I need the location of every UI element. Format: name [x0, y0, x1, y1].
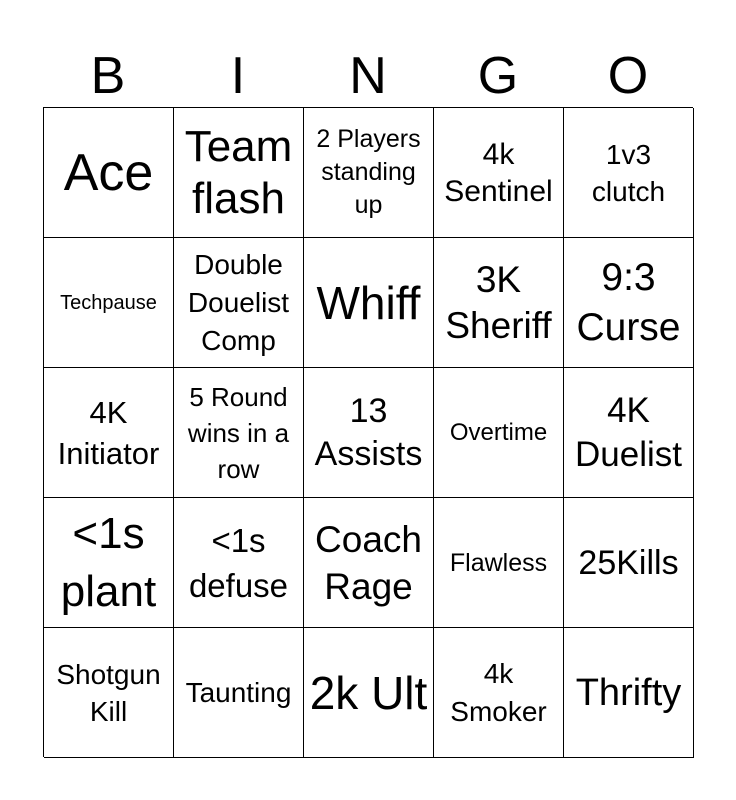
bingo-cell[interactable]	[304, 368, 434, 498]
cell-text: 1v3 clutch	[591, 138, 666, 207]
bingo-cell[interactable]	[304, 628, 434, 758]
cell-text: 5 Round wins in a row	[187, 381, 290, 484]
header-letter-o: O	[607, 47, 649, 105]
bingo-cell[interactable]	[564, 368, 694, 498]
cell-text: Overtime	[449, 418, 548, 446]
bingo-cell[interactable]	[174, 628, 304, 758]
header-letter-n: N	[349, 47, 387, 105]
bingo-cell[interactable]	[434, 628, 564, 758]
cell-text: Coach Rage	[315, 518, 422, 607]
cell-text: Double Douelist Comp	[187, 248, 290, 356]
bingo-cell[interactable]	[564, 238, 694, 368]
bingo-cell[interactable]	[564, 498, 694, 628]
bingo-cell[interactable]	[44, 498, 174, 628]
cell-text: Taunting	[185, 676, 292, 708]
bingo-cell[interactable]	[434, 368, 564, 498]
cell-text: Flawless	[449, 548, 548, 577]
cell-text: Whiff	[316, 276, 421, 329]
bingo-cell[interactable]	[304, 498, 434, 628]
cell-text: 3K Sheriff	[445, 258, 552, 346]
bingo-grid	[43, 107, 693, 757]
bingo-cell[interactable]	[174, 108, 304, 238]
bingo-cell[interactable]	[44, 368, 174, 498]
cell-text: 4K Duelist	[575, 390, 682, 474]
cell-text: 25Kills	[578, 543, 679, 582]
cell-text: 13 Assists	[314, 391, 423, 473]
bingo-cell[interactable]	[434, 498, 564, 628]
cell-text: 4k Sentinel	[444, 137, 553, 208]
header-letter-g: G	[477, 47, 519, 105]
bingo-cell[interactable]	[44, 238, 174, 368]
cell-text: Techpause	[60, 291, 157, 314]
bingo-cell[interactable]	[174, 498, 304, 628]
bingo-cell[interactable]	[44, 628, 174, 758]
bingo-cell[interactable]	[564, 628, 694, 758]
cell-text: 2 Players standing up	[316, 125, 421, 219]
cell-text: 4K Initiator	[57, 394, 160, 471]
bingo-cell[interactable]	[44, 108, 174, 238]
cell-text: Thrifty	[575, 671, 682, 714]
cell-text: Team flash	[184, 121, 293, 223]
cell-text: Shotgun Kill	[56, 658, 161, 727]
cell-text: 9:3 Curse	[576, 255, 681, 349]
bingo-cell[interactable]	[304, 238, 434, 368]
bingo-cell[interactable]	[564, 108, 694, 238]
header-letter-b: B	[90, 47, 126, 105]
bingo-cell[interactable]	[174, 238, 304, 368]
cell-text: <1s defuse	[188, 521, 289, 604]
bingo-cell[interactable]	[434, 238, 564, 368]
cell-text: Ace	[63, 143, 154, 202]
header-letter-i: I	[230, 47, 246, 105]
cell-text: <1s plant	[60, 508, 157, 616]
bingo-cell[interactable]	[434, 108, 564, 238]
bingo-cell[interactable]	[304, 108, 434, 238]
bingo-header	[43, 46, 693, 106]
cell-text: 2k Ult	[309, 666, 428, 719]
bingo-cell[interactable]	[174, 368, 304, 498]
cell-text: 4k Smoker	[450, 657, 547, 727]
